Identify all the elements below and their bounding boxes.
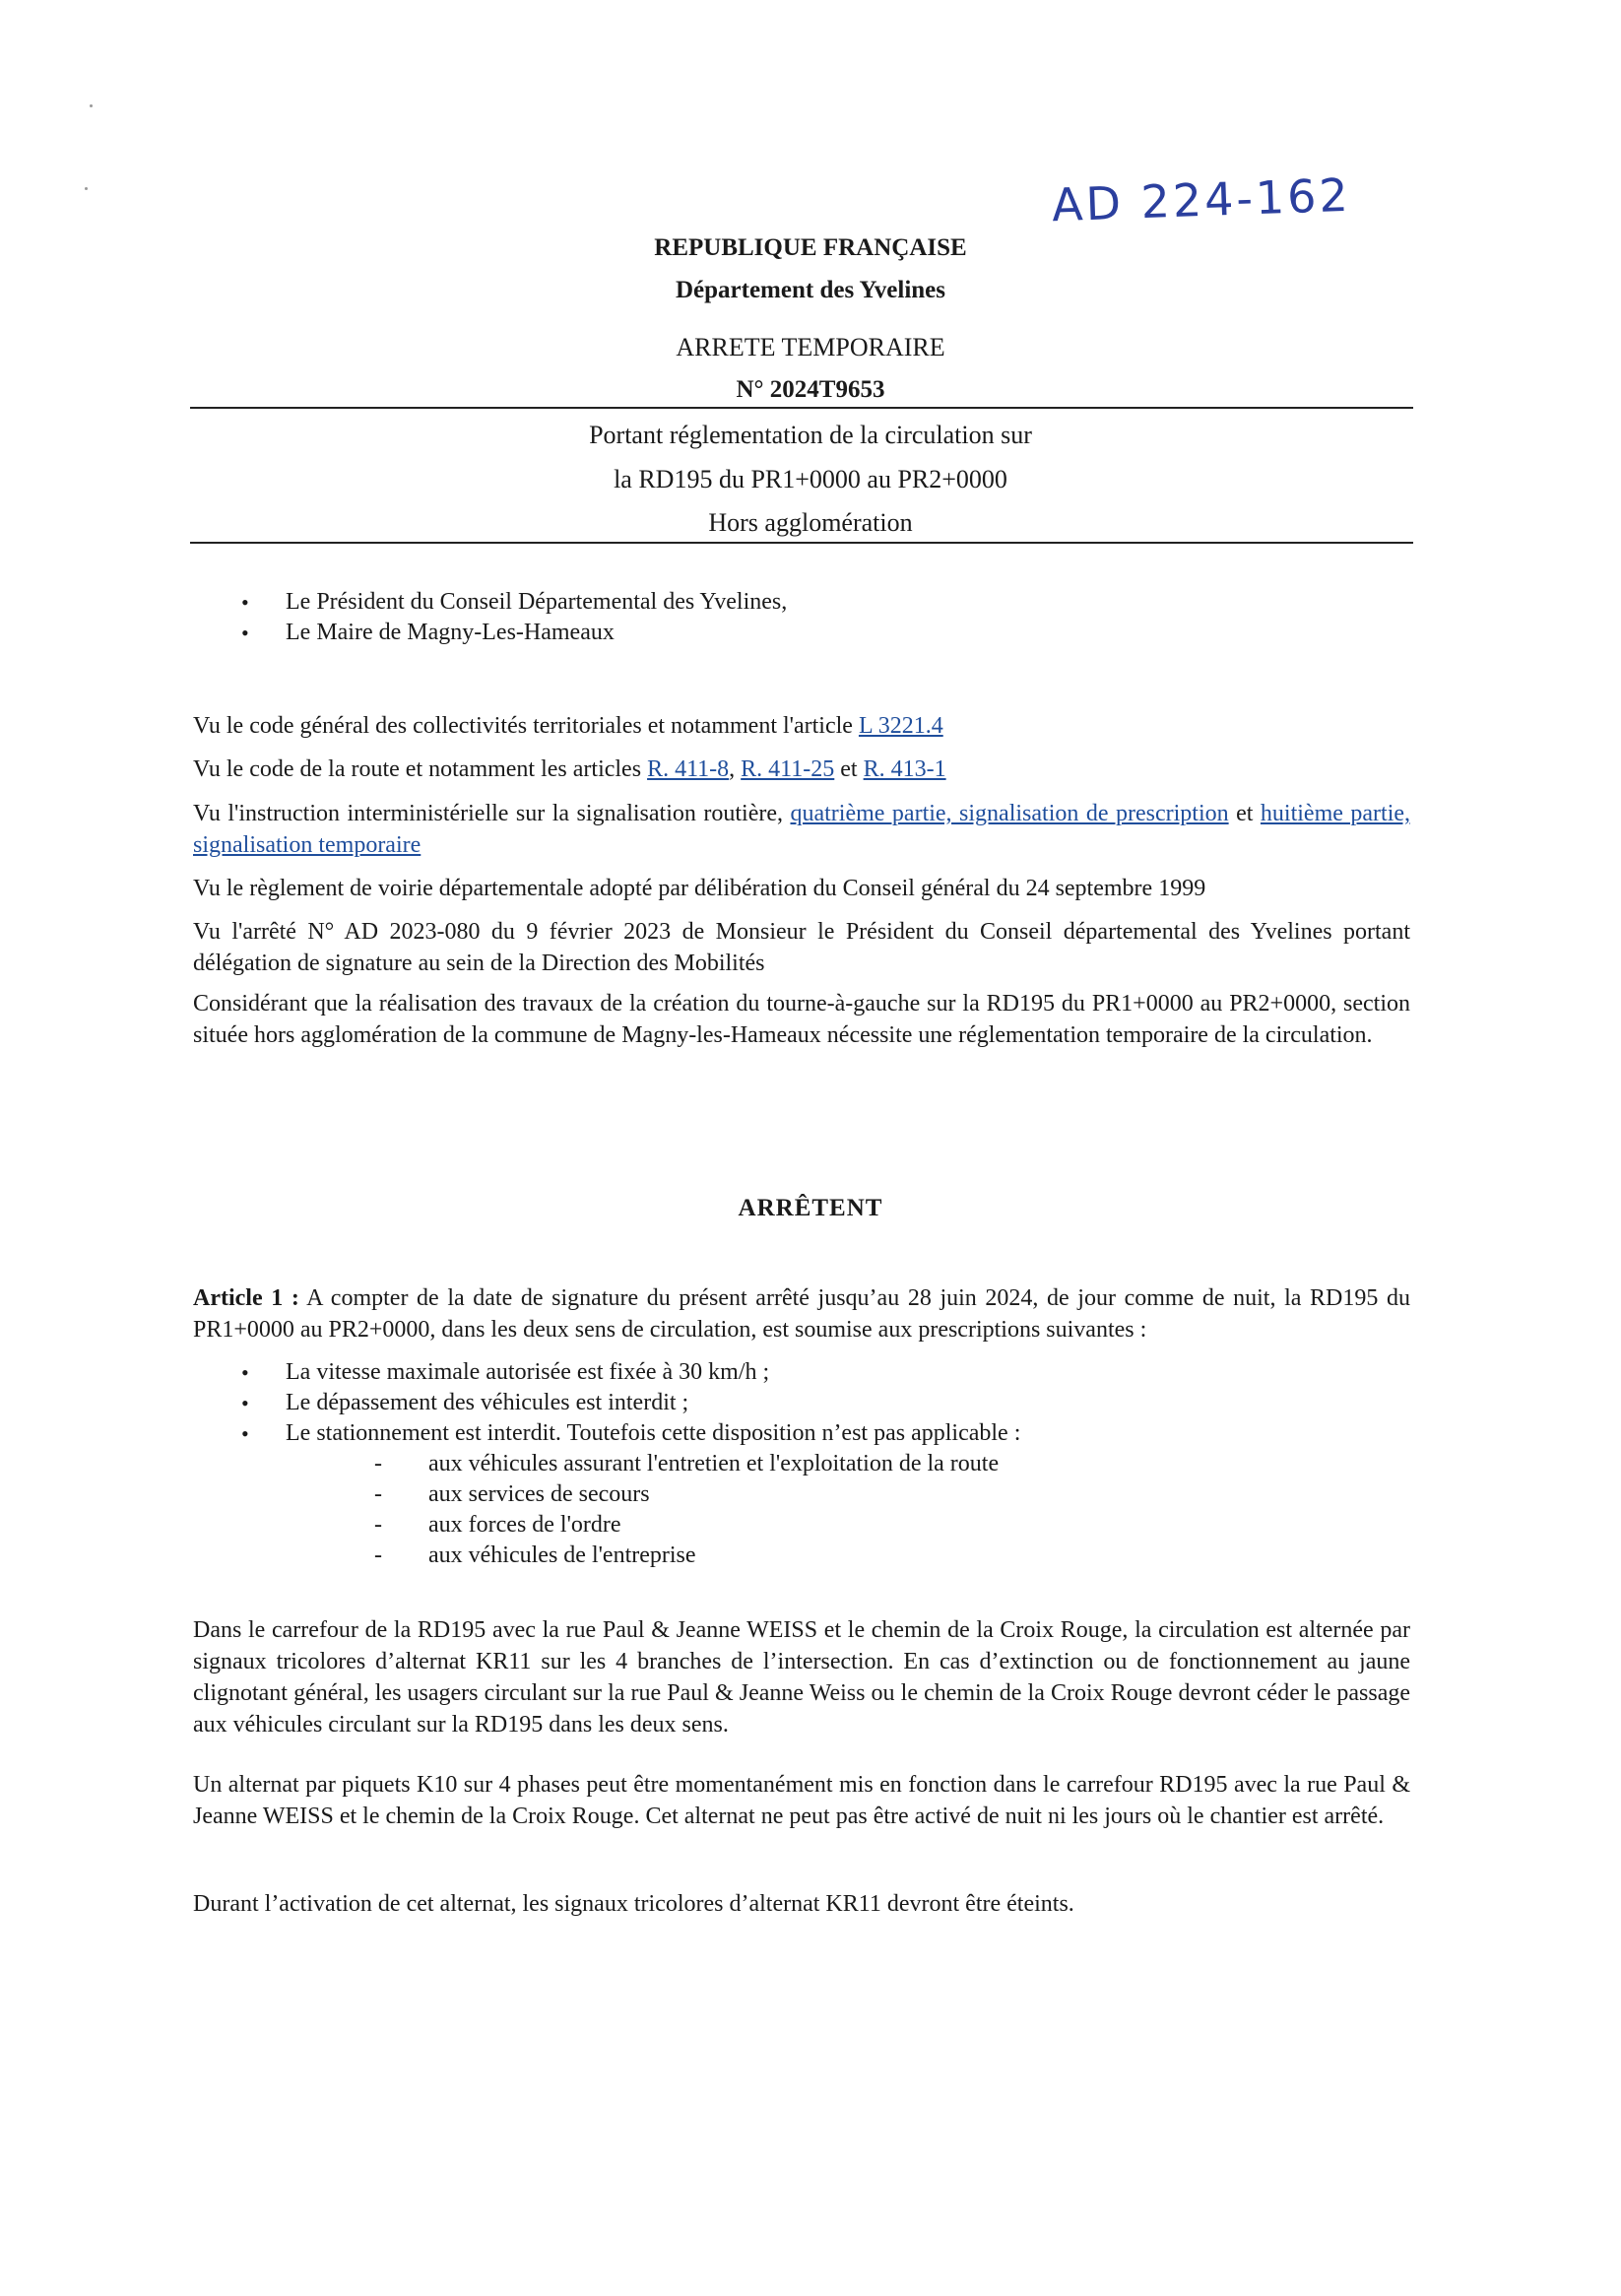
authorities-list <box>241 587 787 648</box>
link-r411-25[interactable]: R. 411-25 <box>741 756 835 782</box>
header-rule-top <box>190 407 1413 409</box>
scan-speck <box>85 187 88 190</box>
decree-number: N° 2024T9653 <box>736 376 885 403</box>
link-huitieme-partie[interactable]: huitième partie, signalisation temporaire <box>193 801 1411 858</box>
header-rule-bottom <box>190 542 1413 544</box>
exception-item: - aux véhicules assurant l'entretien et l'exploitation de la route <box>374 1449 999 1479</box>
exception-item: - aux forces de l'ordre <box>374 1510 999 1541</box>
arretent-title: ARRÊTENT <box>738 1195 883 1221</box>
link-r411-8[interactable]: R. 411-8 <box>647 756 730 782</box>
considerant: Considérant que la réalisation des travaux de la création du tourne-à-gauche sur la RD195 du PR1+0000 au PR2+0000, section située hors agglomération de la commune de Magny-les-Hameaux nécessite une réglementation temporaire de la circulation. <box>193 991 1410 1048</box>
authority-item: • Le Président du Conseil Départemental des Yvelines, <box>241 587 787 618</box>
exception-item: - aux services de secours <box>374 1479 999 1510</box>
link-l3221-4[interactable]: L 3221.4 <box>858 713 943 739</box>
vu-cgct-text: Vu le code général des collectivités territoriales et notamment l'article <box>193 713 853 739</box>
vu-instruction-text: Vu l'instruction interministérielle sur la signalisation routière, <box>193 801 783 826</box>
prescription-item: • La vitesse maximale autorisée est fixée à 30 km/h ; <box>241 1357 1020 1388</box>
vu-arrete: Vu l'arrêté N° AD 2023-080 du 9 février 2023 de Monsieur le Président du Conseil départemental des Yvelines portant délégation de signature au sein de la Direction des Mobilités <box>193 919 1410 976</box>
article-1-label: Article 1 : <box>193 1285 299 1311</box>
vu-reglement: Vu le règlement de voirie départementale adopté par délibération du Conseil général du 24 septembre 1999 <box>193 876 1206 901</box>
handwritten-reference: AD 224-162 <box>1051 167 1352 232</box>
article-1-text: A compter de la date de signature du présent arrêté jusqu’au 28 juin 2024, de jour comme de nuit, la RD195 du PR1+0000 au PR2+0000, dans les deux sens de circulation, est soumise aux prescriptions suivantes : <box>193 1285 1410 1343</box>
department-heading: Département des Yvelines <box>675 277 946 303</box>
paragraph-activation: Durant l’activation de cet alternat, les signaux tricolores d’alternat KR11 devront être éteints. <box>193 1891 1074 1917</box>
paragraph-carrefour: Dans le carrefour de la RD195 avec la rue Paul & Jeanne WEISS et le chemin de la Croix Rouge, la circulation est alternée par signaux tricolores d’alternat KR11 sur les 4 branches de l’intersection. En cas d’extinction ou de fonctionnement au jaune clignotant général, les usagers circulant sur la rue Paul & Jeanne Weiss ou le chemin de la Croix Rouge devront céder le passage aux véhicules circulant sur la RD195 dans les deux sens. <box>193 1617 1410 1738</box>
vu-route: Vu le code de la route et notamment les articles R. 411-8, R. 411-25 et R. 413-1 <box>193 756 946 782</box>
article-1 <box>193 1282 1410 1345</box>
prescription-item: • Le dépassement des véhicules est interdit ; <box>241 1388 1020 1418</box>
vu-route-text: Vu le code de la route et notamment les articles <box>193 756 642 782</box>
prescriptions-list <box>241 1357 1020 1449</box>
vu-instruction-and: et <box>1236 801 1254 826</box>
link-r413-1[interactable]: R. 413-1 <box>863 756 946 782</box>
document-type: ARRETE TEMPORAIRE <box>676 333 945 361</box>
exception-item: - aux véhicules de l'entreprise <box>374 1541 999 1571</box>
subject-line-1: Portant réglementation de la circulation sur <box>589 421 1032 449</box>
paragraph-piquets: Un alternat par piquets K10 sur 4 phases peut être momentanément mis en fonction dans le carrefour RD195 avec la rue Paul & Jeanne WEISS et le chemin de la Croix Rouge. Cet alternat ne peut pas être activé de nuit ni les jours où le chantier est arrêté. <box>193 1772 1410 1829</box>
vu-route-and: et <box>840 756 858 782</box>
authority-item: • Le Maire de Magny-Les-Hameaux <box>241 618 787 648</box>
republic-heading: REPUBLIQUE FRANÇAISE <box>654 234 967 261</box>
link-quatrieme-partie[interactable]: quatrième partie, signalisation de prescription <box>790 801 1229 826</box>
prescription-item: • Le stationnement est interdit. Toutefois cette disposition n’est pas applicable : <box>241 1418 1020 1449</box>
vu-cgct <box>193 710 1410 742</box>
exceptions-list <box>374 1449 999 1571</box>
subject-line-3: Hors agglomération <box>708 508 913 537</box>
subject-line-2: la RD195 du PR1+0000 au PR2+0000 <box>614 465 1007 493</box>
vu-instruction <box>193 798 1410 861</box>
scan-speck <box>90 104 93 107</box>
